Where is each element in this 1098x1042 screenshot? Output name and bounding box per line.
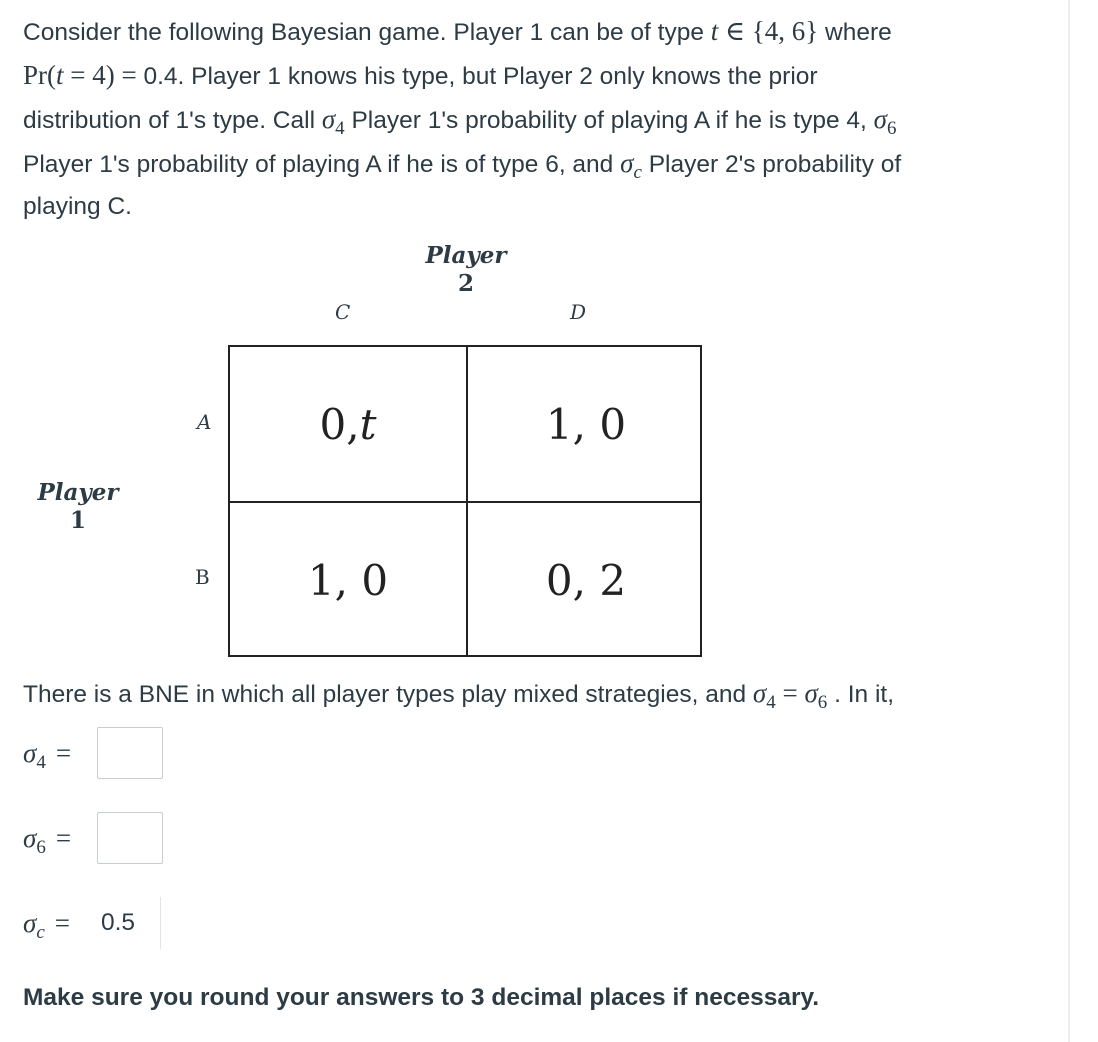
row-label-b: B [195,565,210,589]
bne-sentence-tail: . In it, [827,681,895,708]
type-set: ∈ {4, 6} [725,16,819,46]
answer-row-sigma4 [23,727,163,779]
sigma4-input[interactable] [97,727,163,779]
payoff-cell-a-d: 1, 0 [545,400,627,449]
payoff-cell-b-c: 1, 0 [307,556,389,605]
intro-line-3a: distribution of 1's type. Call [23,107,322,134]
column-label-d: D [570,300,587,324]
answer-row-sigmac [23,897,161,949]
sigma-sub-c: c [633,162,642,183]
sigma-symbol: σ [752,678,767,708]
payoff-matrix [228,345,702,657]
prior-pr: Pr( [23,60,56,90]
sigma-symbol: σ [873,104,887,134]
sigma-sub-c: c [36,921,45,943]
payoff-a-c-first: 0, [319,400,360,449]
payoff-a-c-second: t [359,400,377,449]
player1-label-number: 1 [69,507,86,534]
intro-line-4a: Player 1's probability of playing A if he is of type 6, and [23,151,621,178]
intro-where: where [818,19,892,46]
payoff-cell-a-c [230,347,466,502]
sigma6-input[interactable] [97,812,163,864]
sigma-sub-4: 4 [36,751,46,773]
sigma-symbol: σ [23,737,37,768]
intro-line-1: Consider the following Bayesian game. Player 1 can be of type [23,19,711,46]
sigma-symbol: σ [23,907,37,938]
sigmac-value: 0.5 [95,897,161,949]
prior-value: 0.4. Player 1 knows his type, but Player 2 only knows the prior [143,63,818,90]
player2-label-text: Player [425,242,507,269]
equals-sign: = [55,822,72,853]
sigma-symbol: σ [23,822,37,853]
player2-label-number: 2 [457,270,474,297]
player1-label [28,479,128,535]
sigma-sub-6: 6 [36,836,46,858]
intro-line-5: playing C. [23,193,132,220]
player1-label-text: Player [37,479,119,506]
page-right-border [1068,0,1070,1042]
rounding-note: Make sure you round your answers to 3 decimal places if necessary. [23,984,820,1011]
player2-label [416,242,516,298]
bne-sentence-text: There is a BNE in which all player types play mixed strategies, and [23,681,753,708]
sigma-symbol: σ [321,104,336,134]
equals-sign: = [775,678,805,708]
sigma-sub-6: 6 [886,118,897,139]
equals-sign: = [55,737,72,768]
prior-eq: = 4) = [63,60,144,90]
sigma-sub-6: 6 [817,692,828,713]
sigma6-label [23,822,97,858]
answer-row-sigma6 [23,812,163,864]
sigma-sub-4: 4 [766,692,776,713]
equals-sign: = [54,907,70,938]
sigma-sub-4: 4 [335,118,345,139]
sigma-symbol: σ [804,678,818,708]
row-label-a: A [197,410,212,434]
sigma-symbol: σ [620,148,634,178]
sigmac-label [23,907,95,943]
question-text [23,10,1023,228]
intro-line-4b: Player 2's probability of [641,151,902,178]
bne-sentence [23,671,894,717]
intro-line-3b: Player 1's probability of playing A if he is type 4, [344,107,874,134]
prior-t: t [56,60,64,90]
type-variable: t [710,16,719,46]
payoff-cell-b-d: 0, 2 [545,556,627,605]
column-label-c: C [335,300,351,324]
sigma4-label [23,737,97,773]
